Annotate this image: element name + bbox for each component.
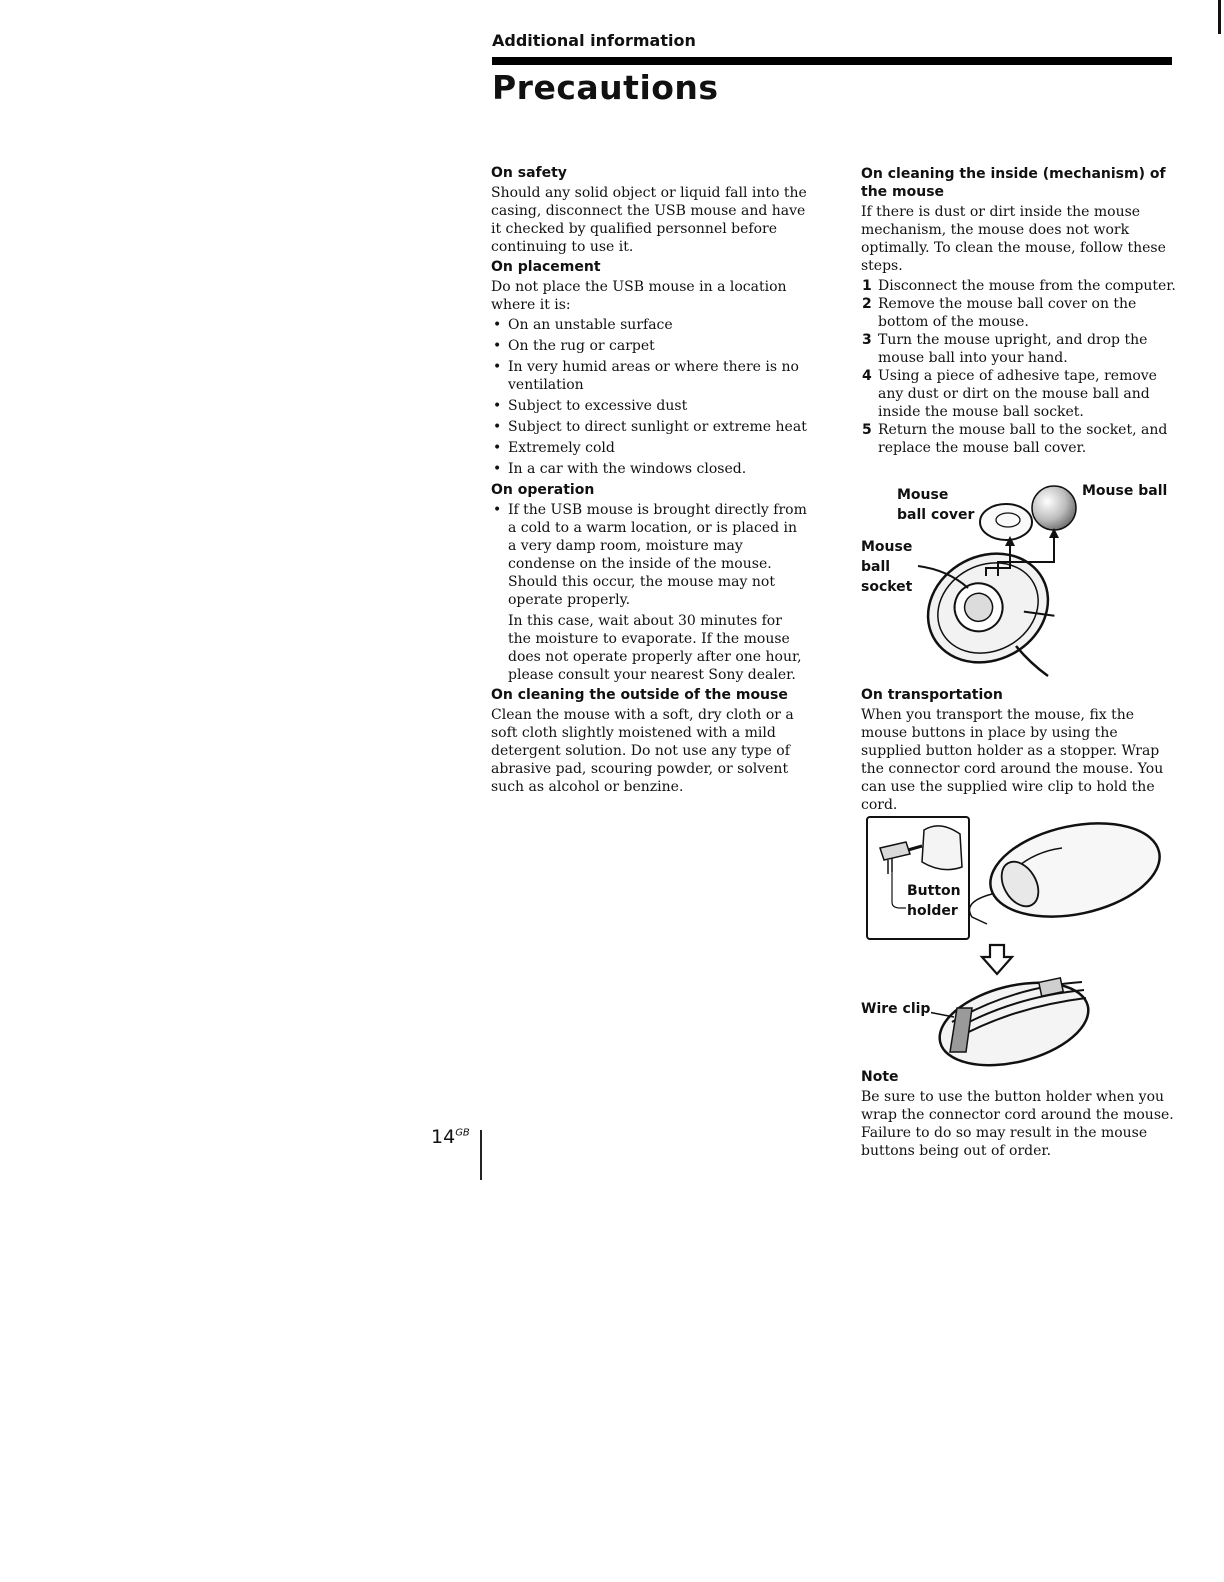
step-text: Remove the mouse ball cover on the bottom of the mouse. xyxy=(878,296,1137,330)
mouse-ball-shape xyxy=(1032,486,1076,530)
transportation-section xyxy=(861,686,1177,816)
step-text: Disconnect the mouse from the computer. xyxy=(878,278,1176,294)
step-item xyxy=(861,367,1177,421)
button-holder-label-1: Button xyxy=(907,883,961,899)
down-arrow-icon xyxy=(982,945,1012,974)
mouse-bottom-body xyxy=(909,533,1067,678)
step-number: 1 xyxy=(862,278,872,294)
step-number: 2 xyxy=(862,296,872,312)
placement-list xyxy=(491,316,807,478)
right-column xyxy=(861,165,1177,459)
list-item: • In very humid areas or where there is no ventilation xyxy=(491,358,807,394)
operation-list xyxy=(491,501,807,609)
mouse-ball-figure xyxy=(858,478,1178,678)
note-text: Be sure to use the button holder when you wrap the connector cord around the mouse. Failure to do so may result in the mouse buttons being out of order. xyxy=(861,1089,1174,1159)
wire-clip-label: Wire clip xyxy=(861,1001,931,1017)
transport-figure xyxy=(862,812,1172,1067)
placement-intro: Do not place the USB mouse in a location where it is: xyxy=(491,279,787,313)
note-section xyxy=(861,1068,1177,1162)
list-item: • Extremely cold xyxy=(491,439,807,457)
page-number-rule xyxy=(480,1130,482,1180)
section-label: Additional information xyxy=(492,31,696,50)
step-text: Turn the mouse upright, and drop the mouse ball into your hand. xyxy=(878,332,1148,366)
list-item: • Subject to excessive dust xyxy=(491,397,807,415)
header-rule xyxy=(492,57,1172,65)
note-heading: Note xyxy=(861,1069,899,1085)
transport-illustration xyxy=(862,812,1172,1067)
cleaning-steps xyxy=(861,277,1177,457)
step-item xyxy=(861,295,1177,331)
mouse-ball-socket-label-1: Mouse xyxy=(861,539,913,555)
transportation-text: When you transport the mouse, fix the mouse buttons in place by using the supplied button holder as a stopper. Wrap the connector cord around the mouse. You can use the supplied wire clip to hold the cord. xyxy=(861,707,1164,813)
left-column xyxy=(491,164,807,798)
step-text: Using a piece of adhesive tape, remove any dust or dirt on the mouse ball and inside the mouse ball socket. xyxy=(878,368,1157,420)
scan-edge-mark xyxy=(1218,0,1221,34)
step-text: Return the mouse ball to the socket, and replace the mouse ball cover. xyxy=(878,422,1168,456)
list-item: • In a car with the windows closed. xyxy=(491,460,807,478)
cleaning-inside-heading: On cleaning the inside (mechanism) of the mouse xyxy=(861,166,1166,200)
cleaning-outside-text: Clean the mouse with a soft, dry cloth or a soft cloth slightly moistened with a mild detergent solution. Do not use any type of abrasive pad, scouring powder, or solvent such as alcohol or benzine. xyxy=(491,707,794,795)
step-number: 5 xyxy=(862,422,872,438)
mouse-ball-socket-label-3: socket xyxy=(861,579,913,595)
list-item: • On an unstable surface xyxy=(491,316,807,334)
operation-bullet: • If the USB mouse is brought directly from a cold to a warm location, or is placed in a very damp room, moisture may condense on the inside of the mouse. Should this occur, the mouse may not operate properly. xyxy=(491,501,807,609)
mouse-ball-cover-label-1: Mouse xyxy=(897,487,949,503)
safety-heading: On safety xyxy=(491,165,567,181)
safety-text: Should any solid object or liquid fall into the casing, disconnect the USB mouse and have it checked by qualified personnel before continuing to use it. xyxy=(491,185,807,255)
page-number-value: 14 xyxy=(431,1126,456,1148)
mouse-ball-socket-label-2: ball xyxy=(861,559,891,575)
list-item: • Subject to direct sunlight or extreme heat xyxy=(491,418,807,436)
step-item xyxy=(861,331,1177,367)
ball-cover-shape xyxy=(980,504,1032,540)
step-item xyxy=(861,421,1177,457)
list-item: • On the rug or carpet xyxy=(491,337,807,355)
mouse-ball-label: Mouse ball xyxy=(1082,483,1168,499)
button-holder-label-2: holder xyxy=(907,903,958,919)
page-title: Precautions xyxy=(492,68,719,107)
mouse-ball-cover-label-2: ball cover xyxy=(897,507,975,523)
transportation-heading: On transportation xyxy=(861,687,1003,703)
operation-heading: On operation xyxy=(491,482,595,498)
step-number: 4 xyxy=(862,368,872,384)
operation-continuation: In this case, wait about 30 minutes for the moisture to evaporate. If the mouse does not operate properly after one hour, please consult your nearest Sony dealer. xyxy=(508,613,802,683)
page-number xyxy=(431,1126,470,1148)
cleaning-inside-intro: If there is dust or dirt inside the mouse mechanism, the mouse does not work optimally. To clean the mouse, follow these steps. xyxy=(861,204,1166,274)
page-number-suffix: GB xyxy=(455,1127,470,1139)
cleaning-outside-heading: On cleaning the outside of the mouse xyxy=(491,687,788,703)
step-item xyxy=(861,277,1177,295)
placement-heading: On placement xyxy=(491,259,601,275)
step-number: 3 xyxy=(862,332,872,348)
